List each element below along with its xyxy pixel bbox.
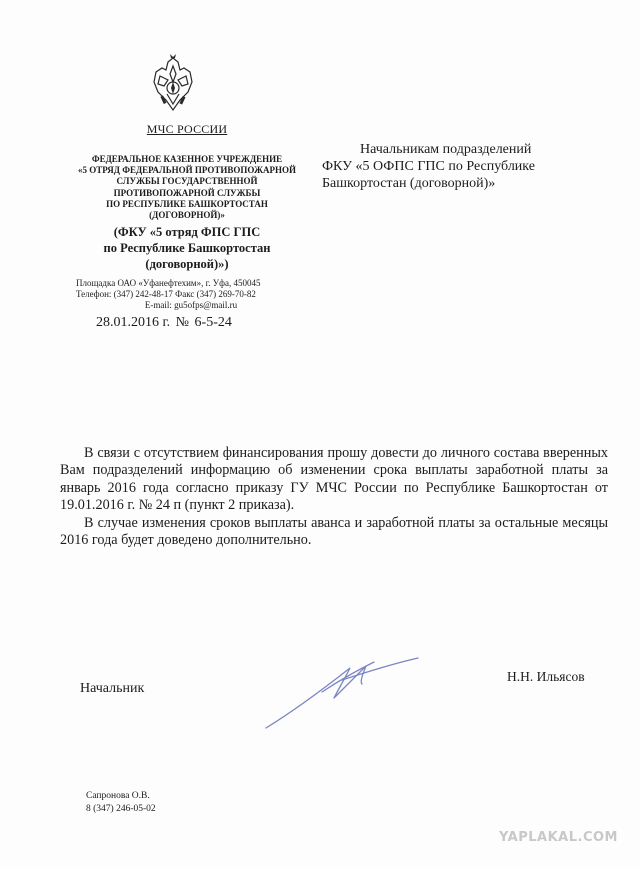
org-full-name (62, 154, 312, 221)
org-full-line: ФЕДЕРАЛЬНОЕ КАЗЕННОЕ УЧРЕЖДЕНИЕ (91, 154, 283, 164)
executor-phone: 8 (347) 246-05-02 (86, 804, 156, 814)
number-sign: № (175, 315, 190, 330)
signer-name: Н.Н. Ильясов (507, 669, 585, 684)
org-short-line: (ФКУ «5 отряд ФПС ГПС (113, 225, 261, 239)
ministry-name: МЧС РОССИИ (146, 122, 228, 136)
addressee-block (322, 141, 592, 192)
site-watermark: YAPLAKAL.COM (499, 830, 618, 845)
org-full-line: СЛУЖБЫ ГОСУДАРСТВЕННОЙ (116, 176, 258, 187)
handwritten-signature-icon (262, 650, 422, 740)
addressee-line: ФКУ «5 ОФПС ГПС по Республике (322, 159, 535, 174)
letter-body (60, 445, 608, 549)
org-full-line: ПРОТИВОПОЖАРНОЙ СЛУЖБЫ (113, 187, 261, 198)
addressee-line: Начальникам подразделений (360, 142, 532, 157)
document-date-number (96, 315, 234, 331)
document-number: 6-5-24 (194, 315, 232, 330)
org-short-name (62, 224, 312, 272)
org-short-line: (договорной)») (145, 257, 229, 271)
mchs-emblem-icon (148, 52, 198, 114)
org-short-line: по Республике Башкортостан (103, 241, 271, 255)
org-phone-fax: Телефон: (347) 242-48-17 Факс (347) 269-70-82 (76, 289, 256, 299)
org-email: E-mail: gu5ofps@mail.ru (144, 300, 238, 310)
addressee-line: Башкортостан (договорной)» (322, 176, 496, 191)
signer-title: Начальник (80, 681, 145, 696)
body-paragraph-1: В связи с отсутствием финансирования прошу довести до личного состава вверенных Вам подразделений информацию об изменении срока выплаты заработной платы за январь 2016 года согласно приказу ГУ МЧС России по Республике Башкортостан от 19.01.2016 г. № 24 п (пункт 2 приказа). (60, 445, 608, 514)
body-paragraph-2: В случае изменения сроков выплаты аванса и заработной платы за остальные месяцы 2016 года будет доведено дополнительно. (60, 514, 608, 549)
executor-info (86, 790, 156, 816)
org-full-line: ПО РЕСПУБЛИКЕ БАШКОРТОСТАН (106, 198, 268, 209)
executor-name: Сапронова О.В. (86, 791, 150, 801)
org-full-line: «5 ОТРЯД ФЕДЕРАЛЬНОЙ ПРОТИВОПОЖАРНОЙ (77, 165, 297, 176)
org-full-line: (ДОГОВОРНОЙ)» (149, 210, 225, 221)
document-date: 28.01.2016 г. (96, 315, 171, 330)
org-address: Площадка ОАО «Уфанефтехим», г. Уфа, 450045 (76, 278, 261, 288)
org-contacts (76, 278, 306, 311)
